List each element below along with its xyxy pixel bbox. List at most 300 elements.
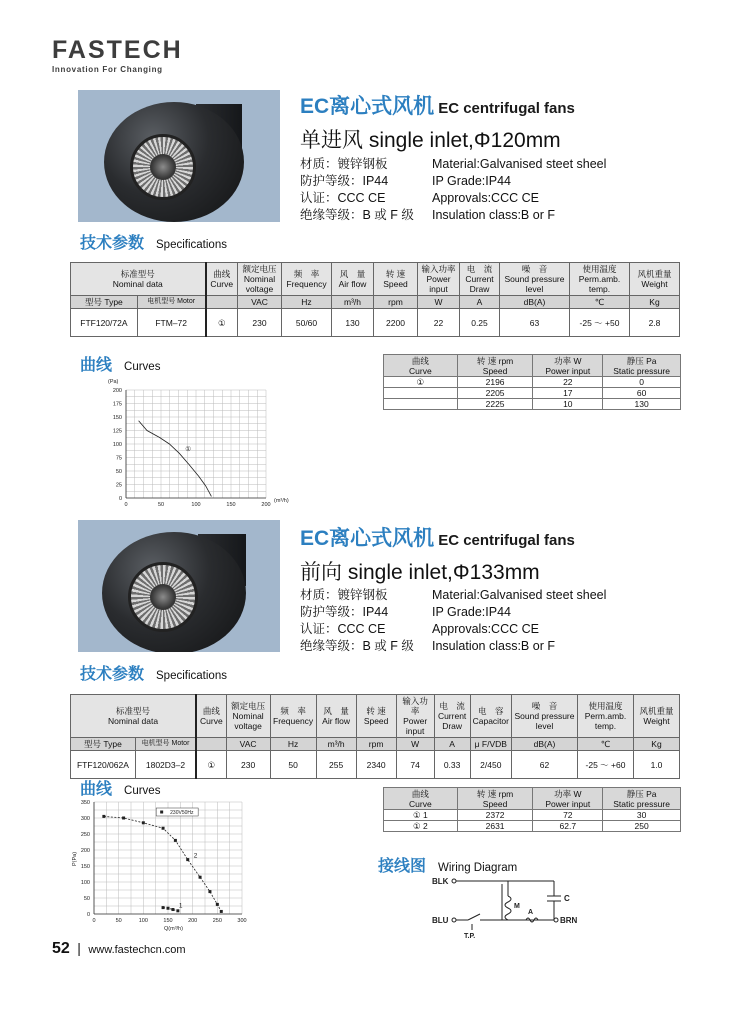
- y-tick-label: 350: [80, 800, 90, 806]
- header-cell: [460, 263, 500, 296]
- unit-cell: Hz: [270, 738, 316, 751]
- curves-heading-cn: 曲线: [80, 781, 113, 798]
- header-cn: 使用温度: [582, 264, 617, 274]
- spec-line: Material:Galvanised steet sheel: [432, 157, 607, 171]
- product2-subtitle: 前向 single inlet,Φ133mm: [300, 561, 540, 584]
- header-cell: [512, 695, 578, 738]
- header-en: Power input: [545, 798, 591, 809]
- header-cn: 噪 音: [531, 701, 558, 711]
- curve-header-cell: [533, 788, 603, 810]
- curve-cell: 62.7: [533, 821, 603, 832]
- type-label: 型号 Type: [71, 738, 136, 751]
- header-en: Capacitor: [472, 716, 509, 726]
- label-blu: BLU: [432, 916, 449, 925]
- unit-cell: ℃: [578, 738, 634, 751]
- table-row: [384, 377, 681, 388]
- header-en: Nominal data: [112, 279, 163, 289]
- product1-subtitle: 单进风 single inlet,Φ120mm: [300, 129, 561, 152]
- spec-heading-cn: 技术参数: [80, 235, 145, 252]
- header-en: Power input: [545, 365, 591, 376]
- curves-heading-en: Curves: [124, 361, 161, 373]
- unit-cell: W: [396, 738, 434, 751]
- y-tick-label: 125: [112, 428, 122, 435]
- y-tick-label: 250: [80, 832, 90, 838]
- label-tp: T.P.: [464, 933, 476, 940]
- y-axis-label: P(Pa): [72, 851, 78, 866]
- thermal-switch: [468, 914, 480, 920]
- curve-cell: 30: [603, 810, 681, 821]
- header-cn: 风机重量: [637, 269, 672, 279]
- data-point: [216, 903, 219, 906]
- data-point: [162, 827, 165, 830]
- data-point: [208, 890, 211, 893]
- series-marker-label: 2: [193, 852, 198, 860]
- header-en: Sound pressure level: [504, 274, 565, 294]
- curve-cell: ①: [384, 377, 458, 388]
- curve-header-cell: [457, 788, 533, 810]
- curve-table-header: [384, 355, 681, 377]
- unit-cell: m³/h: [316, 738, 356, 751]
- x-tick-label: 50: [157, 502, 165, 508]
- motor-label: 电机型号 Motor: [137, 296, 205, 309]
- product1-title-en: EC centrifugal fans: [438, 100, 575, 117]
- unit-cell: m³/h: [332, 296, 374, 309]
- header-cn: 电 流: [466, 264, 493, 274]
- header-en: Static pressure: [613, 365, 670, 376]
- table-row: [71, 751, 680, 779]
- unit-cell: Hz: [282, 296, 332, 309]
- header-cn: 功率 W: [554, 788, 582, 799]
- unit-cell: dB(A): [500, 296, 570, 309]
- header-en: Frequency: [286, 279, 327, 289]
- curve-cell: 2205: [457, 388, 533, 399]
- unit-cell: A: [460, 296, 500, 309]
- data-point: [122, 817, 125, 820]
- value-cell: 2/450: [470, 751, 511, 779]
- series-marker-label: 1: [178, 902, 183, 910]
- x-tick-label: 250: [212, 918, 222, 924]
- product2-specs-en: [432, 587, 606, 655]
- data-point: [102, 815, 105, 818]
- header-cell: [630, 263, 680, 296]
- header-en: Current Draw: [465, 274, 494, 294]
- value-cell: 230: [238, 309, 282, 337]
- header-en: Nominal voltage: [232, 711, 264, 731]
- value-cell: 74: [396, 751, 434, 779]
- curve-cell: 22: [533, 377, 603, 388]
- curve-cell: ① 1: [384, 810, 458, 821]
- curve-cell: [384, 388, 458, 399]
- header-cell: [470, 695, 511, 738]
- header-cell: [238, 263, 282, 296]
- header-en: Frequency: [273, 716, 314, 726]
- value-cell: 2.8: [630, 309, 680, 337]
- x-tick-label: 200: [188, 918, 198, 924]
- y-tick-label: 300: [80, 816, 90, 822]
- terminal-blk: [452, 879, 456, 883]
- label-a: A: [528, 909, 534, 916]
- header-cn: 转 速: [385, 269, 406, 279]
- spec-line: 认证：CCC CE: [300, 622, 386, 636]
- header-cell: [578, 695, 634, 738]
- y-tick-label: 100: [112, 442, 122, 448]
- curve-cell: 130: [603, 399, 681, 410]
- table-row: [71, 309, 680, 337]
- value-cell: 22: [418, 309, 460, 337]
- motor-coil: [505, 896, 511, 920]
- curves-heading-en: Curves: [124, 785, 161, 797]
- header-cn: 风机重量: [639, 706, 674, 716]
- data-point: [167, 907, 170, 910]
- header-cell: [206, 263, 238, 296]
- terminal-blu: [452, 918, 456, 922]
- footer-url[interactable]: www.fastechcn.com: [88, 944, 186, 956]
- spec-line: IP Grade:IP44: [432, 605, 511, 619]
- header-en: Current Draw: [437, 711, 467, 731]
- curve-header-cell: [384, 788, 458, 810]
- unit-cell: dB(A): [512, 738, 578, 751]
- header-cell: [500, 263, 570, 296]
- product2-spec-heading: [80, 661, 227, 684]
- spec-line: 材质：镀锌钢板: [300, 588, 388, 602]
- header-cn: 电 流: [439, 701, 465, 711]
- value-cell: 0.25: [460, 309, 500, 337]
- model-type: FTF120/062A: [71, 751, 136, 779]
- unit-cell: W: [418, 296, 460, 309]
- header-en: Air flow: [338, 279, 367, 289]
- value-cell: ①: [196, 751, 226, 779]
- y-axis-label: (Pa): [108, 379, 119, 385]
- curve-cell: 10: [533, 399, 603, 410]
- header-en: Power input: [403, 716, 428, 736]
- header-cn: 转 速 rpm: [476, 355, 514, 366]
- legend-label: 230V50Hz: [170, 810, 194, 816]
- header-en: Nominal data: [108, 716, 159, 726]
- fan-hub: [150, 584, 176, 610]
- header-cell: [226, 695, 270, 738]
- data-point: [142, 821, 145, 824]
- curve-header-cell: [603, 788, 681, 810]
- curve-cell: 17: [533, 388, 603, 399]
- header-en: Sound pressure level: [514, 711, 575, 731]
- model-type: FTF120/72A: [71, 309, 138, 337]
- header-cell: [374, 263, 418, 296]
- table-unit-row: [71, 738, 680, 751]
- y-tick-label: 0: [86, 912, 90, 918]
- header-cn: 额定电压: [242, 264, 277, 274]
- header-cn: 标准型号: [116, 706, 151, 716]
- header-cell: [356, 695, 396, 738]
- table-header-row: [71, 695, 680, 738]
- spec-line: 绝缘等级：B 或 F 级: [300, 639, 414, 653]
- header-cn: 风 量: [323, 706, 349, 716]
- table-row: [384, 399, 681, 410]
- data-point: [199, 876, 202, 879]
- y-tick-label: 50: [83, 896, 90, 902]
- header-cn: 风 量: [339, 269, 366, 279]
- value-cell: 2340: [356, 751, 396, 779]
- y-tick-label: 100: [80, 880, 90, 886]
- x-axis-label: (m³/h): [274, 498, 289, 504]
- brand-name: FASTECH: [52, 36, 183, 64]
- x-tick-label: 0: [124, 502, 128, 508]
- product2-title: [300, 522, 575, 552]
- curve-cell: 72: [533, 810, 603, 821]
- nominal-data-header: [71, 263, 206, 296]
- curve-cell: 250: [603, 821, 681, 832]
- header-en: Speed: [363, 716, 389, 726]
- y-tick-label: 50: [115, 469, 122, 475]
- spec-heading-cn: 技术参数: [80, 666, 145, 683]
- y-tick-label: 150: [112, 415, 122, 421]
- table-row: [384, 821, 681, 832]
- header-cn: 频 率: [280, 706, 306, 716]
- series-line: [163, 908, 178, 911]
- header-cell: [396, 695, 434, 738]
- label-motor: M: [514, 903, 520, 910]
- unit-cell: A: [434, 738, 470, 751]
- header-cell: [316, 695, 356, 738]
- y-tick-label: 75: [115, 455, 122, 462]
- page-number: 52: [52, 940, 70, 957]
- spec-line: 防护等级：IP44: [300, 174, 389, 188]
- x-tick-label: 100: [138, 918, 148, 924]
- value-cell: 63: [500, 309, 570, 337]
- type-label: 型号 Type: [71, 296, 138, 309]
- curves-heading-cn: 曲线: [80, 357, 113, 374]
- spec-line: IP Grade:IP44: [432, 174, 511, 188]
- header-cn: 输入功率: [402, 696, 428, 716]
- unit-cell: μ F/VDB: [470, 738, 511, 751]
- value-cell: 1.0: [634, 751, 680, 779]
- header-en: Curve: [409, 798, 432, 809]
- label-blk: BLK: [432, 877, 449, 886]
- value-cell: 130: [332, 309, 374, 337]
- header-en: Curve: [210, 279, 234, 289]
- y-tick-label: 25: [115, 482, 122, 489]
- header-cell: [332, 263, 374, 296]
- unit-cell: Kg: [630, 296, 680, 309]
- header-en: Speed: [482, 365, 508, 376]
- unit-cell: rpm: [374, 296, 418, 309]
- header-cn: 额定电压: [231, 701, 266, 711]
- product2-title-cn: EC离心式风机: [300, 527, 435, 550]
- product1-specs-cn: [300, 156, 414, 224]
- curve-header-cell: [603, 355, 681, 377]
- terminal-brn: [554, 918, 558, 922]
- product2-curve-chart: [70, 796, 260, 934]
- product2-curve-table: [383, 787, 681, 832]
- x-tick-label: 100: [191, 502, 201, 508]
- header-cn: 曲线: [202, 706, 220, 716]
- spec-line: 认证：CCC CE: [300, 191, 386, 205]
- product2-spec-table: [70, 694, 680, 779]
- header-cell: [418, 263, 460, 296]
- fan-hub: [150, 154, 176, 180]
- data-point: [174, 839, 177, 842]
- header-cn: 电 容: [478, 706, 504, 716]
- header-cn: 曲线: [411, 788, 429, 799]
- header-cell: [196, 695, 226, 738]
- value-cell: ①: [206, 309, 238, 337]
- header-cn: 曲线: [411, 355, 429, 366]
- nominal-data-header: [71, 695, 197, 738]
- header-cn: 频 率: [293, 269, 320, 279]
- data-point: [171, 908, 174, 911]
- spec-line: Approvals:CCC CE: [432, 191, 539, 205]
- header-cn: 曲线: [213, 269, 231, 279]
- y-tick-label: 0: [118, 496, 122, 502]
- header-cn: 噪 音: [521, 264, 548, 274]
- header-en: Perm.amb. temp.: [578, 274, 621, 294]
- header-en: Weight: [643, 716, 670, 726]
- brand-tagline: Innovation For Changing: [52, 65, 163, 74]
- header-en: Static pressure: [613, 798, 670, 809]
- header-cell: [270, 695, 316, 738]
- table-row: [384, 388, 681, 399]
- unit-cell: rpm: [356, 738, 396, 751]
- header-en: Nominal voltage: [243, 274, 276, 294]
- value-cell: 255: [316, 751, 356, 779]
- value-cell: 2200: [374, 309, 418, 337]
- value-cell: 230: [226, 751, 270, 779]
- value-cell: 62: [512, 751, 578, 779]
- data-point: [176, 909, 179, 912]
- header-en: Speed: [383, 279, 408, 289]
- value-cell: 50: [270, 751, 316, 779]
- curve-header-cell: [457, 355, 533, 377]
- curve-cell: ① 2: [384, 821, 458, 832]
- header-cell: [570, 263, 630, 296]
- curve-cell: 2225: [457, 399, 533, 410]
- curve-cell: 60: [603, 388, 681, 399]
- y-tick-label: 200: [112, 388, 122, 394]
- value-cell: 0.33: [434, 751, 470, 779]
- curve-cell: 2196: [457, 377, 533, 388]
- wiring-diagram: [430, 870, 590, 942]
- spec-line: Insulation class:B or F: [432, 208, 555, 222]
- wiring-heading-cn: 接线图: [378, 858, 427, 875]
- spec-heading-en: Specifications: [156, 670, 227, 682]
- product2-photo: [78, 520, 280, 652]
- x-tick-label: 150: [226, 502, 236, 508]
- spec-heading-en: Specifications: [156, 239, 227, 251]
- header-cn: 静压 Pa: [626, 355, 657, 366]
- spec-line: 防护等级：IP44: [300, 605, 389, 619]
- value-cell: -25 ～ +50: [570, 309, 630, 337]
- header-cn: 功率 W: [554, 355, 582, 366]
- motor-model: FTM–72: [137, 309, 205, 337]
- value-cell: 50/60: [282, 309, 332, 337]
- product1-specs-en: [432, 156, 606, 224]
- header-en: Speed: [482, 798, 508, 809]
- curve-header-cell: [384, 355, 458, 377]
- spec-line: Insulation class:B or F: [432, 639, 555, 653]
- spec-line: Material:Galvanised steet sheel: [432, 588, 607, 602]
- product1-spec-heading: [80, 230, 227, 253]
- spec-line: 材质：镀锌钢板: [300, 157, 388, 171]
- header-en: Curve: [409, 365, 432, 376]
- header-cell: [634, 695, 680, 738]
- data-point: [220, 910, 223, 913]
- x-tick-label: 0: [92, 918, 96, 924]
- table-row: [384, 810, 681, 821]
- brand-logo: [52, 38, 183, 74]
- product1-curve-chart: [90, 370, 320, 510]
- product1-spec-table: [70, 262, 680, 337]
- table-unit-row: [71, 296, 680, 309]
- product1-curve-table: [383, 354, 681, 410]
- header-en: Power input: [426, 274, 451, 294]
- series-marker-label: ①: [185, 446, 192, 454]
- data-point: [186, 858, 189, 861]
- header-cn: 转 速: [366, 706, 386, 716]
- product2-title-en: EC centrifugal fans: [438, 532, 575, 549]
- product1-photo: [78, 90, 280, 222]
- header-en: Curve: [200, 716, 223, 726]
- value-cell: -25 ～ +60: [578, 751, 634, 779]
- header-en: Weight: [641, 279, 668, 289]
- series-line: [139, 421, 212, 497]
- header-cn: 转 速 rpm: [476, 788, 514, 799]
- product2-specs-cn: [300, 587, 414, 655]
- footer-divider: |: [77, 940, 81, 956]
- y-tick-label: 175: [112, 401, 122, 408]
- x-axis-label: Q(m³/h): [164, 926, 183, 932]
- header-cell: [434, 695, 470, 738]
- y-tick-label: 150: [80, 864, 90, 870]
- wiring-heading-en: Wiring Diagram: [438, 862, 518, 874]
- curve-cell: [384, 399, 458, 410]
- header-cell: [282, 263, 332, 296]
- y-tick-label: 200: [80, 848, 90, 854]
- x-tick-label: 50: [115, 918, 122, 924]
- data-point: [162, 906, 165, 909]
- header-cn: 静压 Pa: [626, 788, 657, 799]
- product1-title: [300, 90, 575, 120]
- header-cn: 使用温度: [588, 701, 623, 711]
- curve-table-header: [384, 788, 681, 810]
- unit-cell: [206, 296, 238, 309]
- x-tick-label: 300: [237, 918, 247, 924]
- curve-cell: 2372: [457, 810, 533, 821]
- unit-cell: ℃: [570, 296, 630, 309]
- table-header-row: [71, 263, 680, 296]
- legend-marker: [160, 811, 163, 814]
- page-footer: [52, 940, 186, 958]
- x-tick-label: 200: [261, 502, 271, 508]
- curve-cell: 0: [603, 377, 681, 388]
- header-en: Air flow: [322, 716, 351, 726]
- spec-line: Approvals:CCC CE: [432, 622, 539, 636]
- unit-cell: [196, 738, 226, 751]
- label-brn: BRN: [560, 916, 578, 925]
- curve-cell: 2631: [457, 821, 533, 832]
- product1-title-cn: EC离心式风机: [300, 95, 435, 118]
- header-cn: 输入功率: [421, 264, 456, 274]
- unit-cell: VAC: [238, 296, 282, 309]
- motor-model: 1802D3–2: [135, 751, 196, 779]
- header-en: Perm.amb. temp.: [584, 711, 627, 731]
- header-cn: 标准型号: [120, 269, 155, 279]
- spec-line: 绝缘等级：B 或 F 级: [300, 208, 414, 222]
- label-capacitor: C: [564, 894, 570, 903]
- unit-cell: Kg: [634, 738, 680, 751]
- unit-cell: VAC: [226, 738, 270, 751]
- motor-label: 电机型号 Motor: [135, 738, 196, 751]
- series-line: [104, 816, 221, 911]
- x-tick-label: 150: [163, 918, 173, 924]
